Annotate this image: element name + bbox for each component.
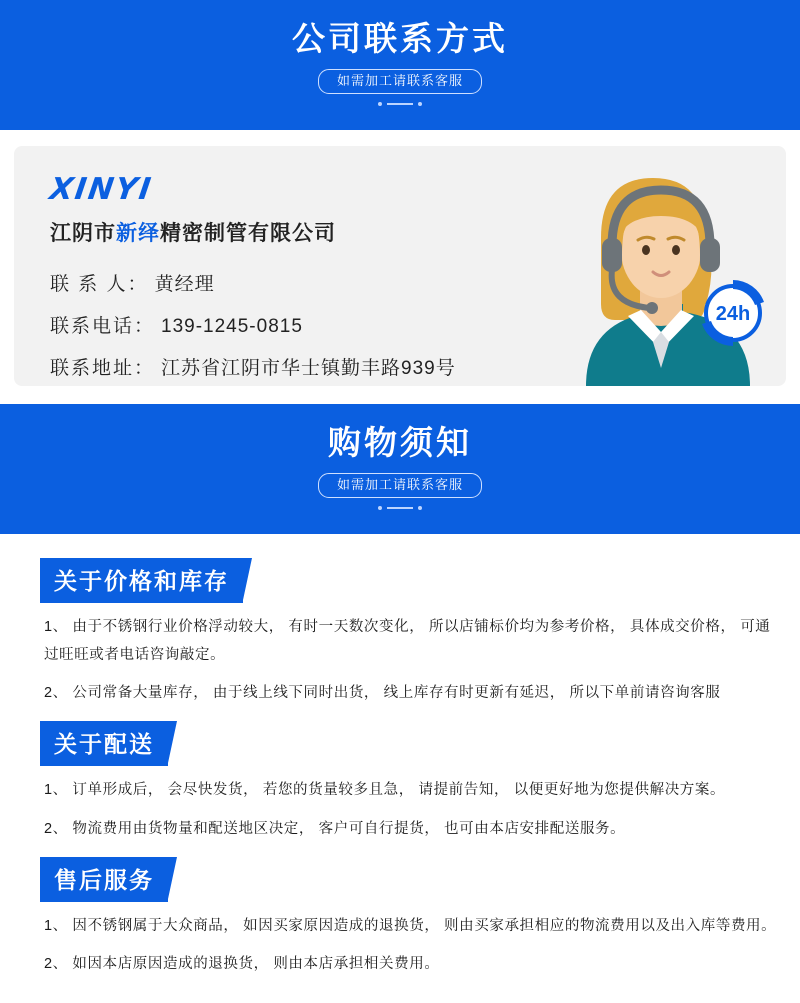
decoration-dot [418, 506, 422, 510]
company-name [50, 217, 786, 247]
contact-lines [50, 269, 786, 380]
banner-company-subtitle-wrap [0, 69, 800, 94]
section-price-stock-paragraph-2: 2、 公司常备大量库存， 由于线上线下同时出货， 线上库存有时更新有延迟， 所以下单前请咨询客服 [44, 685, 721, 702]
contact-card [14, 146, 786, 386]
decoration-dot [418, 102, 422, 106]
banner-shopping-notice [0, 404, 800, 534]
section-price-stock-heading: 关于价格和库存 [40, 558, 243, 603]
contact-person-row [50, 269, 786, 296]
banner-company-subtitle: 如需加工请联系客服 [318, 69, 482, 94]
decoration-dash [387, 103, 413, 105]
section-price-stock-paragraph-1: 1、 由于不锈钢行业价格浮动较大， 有时一天数次变化， 所以店铺标价均为参考价格， 具体成交价格， 可通过旺旺或者电话咨询敲定。 [44, 618, 771, 663]
section-delivery-paragraph-1: 1、 订单形成后， 会尽快发货， 若您的货量较多且急， 请提前告知， 以便更好地为您提供解决方案。 [44, 782, 726, 799]
banner-decoration [0, 504, 800, 512]
badge-24h [694, 274, 772, 352]
banner-notice-subtitle-wrap [0, 473, 800, 498]
notice-sections [0, 534, 800, 1003]
section-after-sales-heading: 售后服务 [40, 857, 168, 902]
section-after-sales [22, 857, 778, 979]
decoration-dot [378, 102, 382, 106]
company-logo: XINYI [47, 171, 155, 207]
company-name-highlight: 新绎 [116, 221, 160, 245]
decoration-dot [378, 506, 382, 510]
decoration-dash [387, 507, 413, 509]
banner-company-contact [0, 0, 800, 130]
contact-person-label: 联 系 人： [50, 273, 149, 295]
company-name-suffix: 精密制管有限公司 [160, 221, 336, 245]
contact-person-value: 黄经理 [154, 273, 215, 295]
contact-phone-row [50, 311, 786, 338]
section-delivery [22, 721, 778, 843]
contact-card-area [0, 130, 800, 404]
section-price-stock [22, 558, 778, 708]
section-after-sales-paragraph-1: 1、 因不锈钢属于大众商品， 如因买家原因造成的退换货， 则由买家承担相应的物流费用以及出入库等费用。 [44, 918, 777, 935]
contact-phone-label: 联系电话： [50, 315, 156, 337]
banner-company-title: 公司联系方式 [292, 20, 508, 57]
company-name-prefix: 江阴市 [50, 221, 116, 245]
badge-24h-text: 24h [715, 302, 751, 325]
section-delivery-paragraph-2: 2、 物流费用由货物量和配送地区决定， 客户可自行提货， 也可由本店安排配送服务。 [44, 820, 626, 837]
contact-phone-value: 139-1245-0815 [161, 315, 303, 337]
section-delivery-heading: 关于配送 [40, 721, 168, 766]
contact-address-row [50, 353, 786, 380]
contact-address-label: 联系地址： [50, 357, 156, 379]
banner-notice-title: 购物须知 [328, 423, 472, 461]
contact-address-value: 江苏省江阴市华士镇勤丰路939号 [161, 357, 456, 379]
contact-card-text [14, 146, 786, 380]
banner-notice-subtitle: 如需加工请联系客服 [318, 473, 482, 498]
section-after-sales-paragraph-2: 2、 如因本店原因造成的退换货， 则由本店承担相关费用。 [44, 956, 440, 973]
banner-decoration [0, 100, 800, 108]
